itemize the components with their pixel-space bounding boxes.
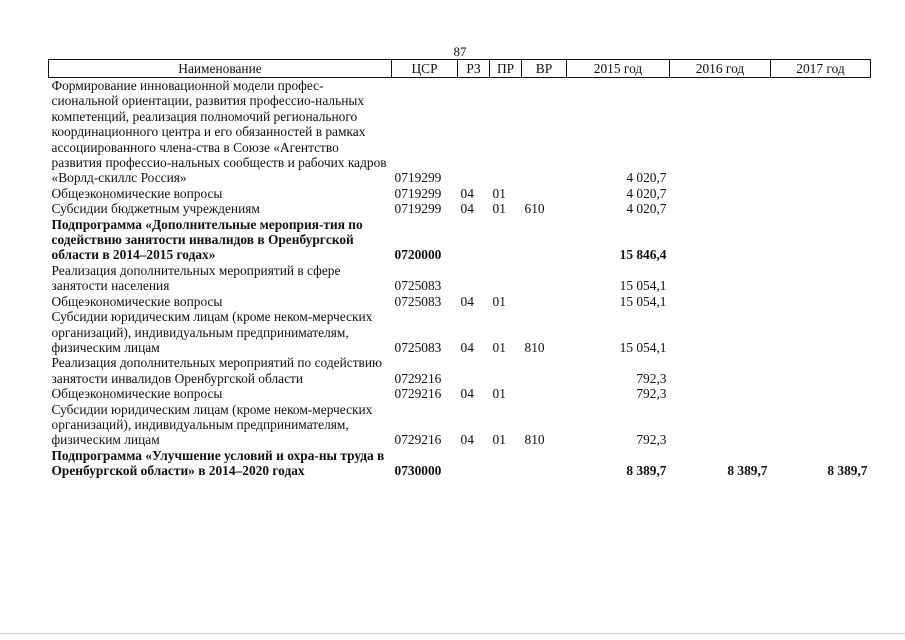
row-csr: 0719299 xyxy=(394,185,442,201)
row-vr xyxy=(522,386,567,401)
row-2016: 8 389,7 xyxy=(727,463,768,479)
table-row xyxy=(49,355,871,386)
row-2015: 15 054,1 xyxy=(619,293,667,309)
row-2016 xyxy=(670,355,771,386)
row-2017 xyxy=(771,217,871,263)
header-rz: РЗ xyxy=(458,60,490,78)
row-pr xyxy=(490,448,522,479)
row-name: Субсидии юридическим лицам (кроме неком-мерческих организаций), индивидуальным предпринимателям, физическим лицам xyxy=(51,401,373,448)
row-2015: 4 020,7 xyxy=(626,170,667,186)
row-vr xyxy=(522,294,567,309)
row-rz xyxy=(458,263,490,294)
table-row xyxy=(49,294,871,309)
row-rz xyxy=(458,355,490,386)
row-name: Общеэкономические вопросы xyxy=(51,386,223,402)
row-2015: 4 020,7 xyxy=(626,201,667,217)
row-csr: 0725083 xyxy=(394,293,442,309)
row-2017 xyxy=(771,78,871,186)
row-2016 xyxy=(670,186,771,201)
row-rz: 04 xyxy=(460,339,474,355)
row-pr: 01 xyxy=(492,201,506,217)
row-2015: 792,3 xyxy=(636,370,667,386)
table-row xyxy=(49,309,871,355)
row-rz: 04 xyxy=(460,201,474,217)
row-pr xyxy=(490,78,522,186)
header-pr: ПР xyxy=(490,60,522,78)
row-csr: 0729216 xyxy=(394,386,442,402)
row-rz: 04 xyxy=(460,386,474,402)
row-2015: 8 389,7 xyxy=(626,463,667,479)
header-2015: 2015 год xyxy=(567,60,670,78)
row-rz xyxy=(458,78,490,186)
row-csr: 0730000 xyxy=(394,463,442,479)
table-row xyxy=(49,186,871,201)
row-rz xyxy=(458,448,490,479)
header-2016: 2016 год xyxy=(670,60,771,78)
page-number: 87 xyxy=(453,44,467,59)
row-pr: 01 xyxy=(492,293,506,309)
row-2016 xyxy=(670,78,771,186)
row-pr: 01 xyxy=(492,432,506,448)
row-rz: 04 xyxy=(460,432,474,448)
row-vr xyxy=(522,78,567,186)
row-vr: 810 xyxy=(524,339,545,355)
table-body xyxy=(49,78,871,479)
header-vr: ВР xyxy=(522,60,567,78)
row-2015: 15 054,1 xyxy=(619,339,667,355)
row-2016 xyxy=(670,402,771,448)
row-vr: 610 xyxy=(524,201,545,217)
row-2015: 792,3 xyxy=(636,432,667,448)
table-row xyxy=(49,217,871,263)
row-rz: 04 xyxy=(460,185,474,201)
row-pr: 01 xyxy=(492,339,506,355)
table-header-row xyxy=(49,60,871,78)
row-pr: 01 xyxy=(492,185,506,201)
row-name: Общеэкономические вопросы xyxy=(51,293,223,309)
table-row xyxy=(49,78,871,186)
table-row xyxy=(49,201,871,216)
row-csr: 0725083 xyxy=(394,278,442,294)
row-2015: 15 054,1 xyxy=(619,278,667,294)
row-2017 xyxy=(771,294,871,309)
row-rz: 04 xyxy=(460,293,474,309)
row-name: Общеэкономические вопросы xyxy=(51,185,223,201)
row-2016 xyxy=(670,217,771,263)
row-2016 xyxy=(670,386,771,401)
row-csr: 0719299 xyxy=(394,201,442,217)
row-name: Реализация дополнительных мероприятий по содействию занятости инвалидов Оренбургской области xyxy=(51,355,383,386)
header-csr: ЦСР xyxy=(392,60,458,78)
budget-table xyxy=(48,59,871,479)
row-2017 xyxy=(771,402,871,448)
row-name: Подпрограмма «Дополнительные мероприя-тия по содействию занятости инвалидов в Оренбургской области в 2014–2015 годах» xyxy=(51,216,363,263)
row-csr: 0719299 xyxy=(394,170,442,186)
table-row xyxy=(49,448,871,479)
row-2016 xyxy=(670,309,771,355)
row-name: Подпрограмма «Улучшение условий и охра-ны труда в Оренбургской области» в 2014–2020 годах xyxy=(51,447,385,479)
row-pr xyxy=(490,263,522,294)
row-name: Формирование инновационной модели профес-сиональной ориентации, развития профессио-нальных компетенций, реализация полномочий регионального координационного центра и его обязанностей в рамках ассоциированного члена-ства в Союзе «Агентство развития профессио-нальных сообществ и рабочих кадров «Ворлд-скиллс Россия» xyxy=(51,78,387,186)
table-row xyxy=(49,402,871,448)
row-vr xyxy=(522,448,567,479)
row-vr xyxy=(522,217,567,263)
row-csr: 0729216 xyxy=(394,432,442,448)
row-2017 xyxy=(771,355,871,386)
row-csr: 0729216 xyxy=(394,370,442,386)
row-vr xyxy=(522,186,567,201)
row-2017: 8 389,7 xyxy=(827,463,868,479)
row-csr: 0725083 xyxy=(394,339,442,355)
row-csr: 0720000 xyxy=(394,247,442,263)
row-2017 xyxy=(771,263,871,294)
row-2016 xyxy=(670,201,771,216)
row-rz xyxy=(458,217,490,263)
row-name: Реализация дополнительных мероприятий в сфере занятости населения xyxy=(51,262,341,294)
row-pr: 01 xyxy=(492,386,506,402)
row-vr xyxy=(522,263,567,294)
table-row xyxy=(49,386,871,401)
row-2017 xyxy=(771,309,871,355)
row-2017 xyxy=(771,186,871,201)
row-2017 xyxy=(771,386,871,401)
row-2016 xyxy=(670,294,771,309)
row-pr xyxy=(490,217,522,263)
header-2017: 2017 год xyxy=(771,60,871,78)
row-2017 xyxy=(771,201,871,216)
row-vr: 810 xyxy=(524,432,545,448)
row-vr xyxy=(522,355,567,386)
scan-edge-line xyxy=(0,633,905,634)
row-pr xyxy=(490,355,522,386)
row-name: Субсидии юридическим лицам (кроме неком-мерческих организаций), индивидуальным предпринимателям, физическим лицам xyxy=(51,309,373,355)
row-name: Субсидии бюджетным учреждениям xyxy=(51,201,260,217)
row-2015: 15 846,4 xyxy=(619,247,667,263)
row-2015: 4 020,7 xyxy=(626,185,667,201)
row-2016 xyxy=(670,263,771,294)
table-row xyxy=(49,263,871,294)
row-2015: 792,3 xyxy=(636,386,667,402)
header-name: Наименование xyxy=(49,60,392,78)
